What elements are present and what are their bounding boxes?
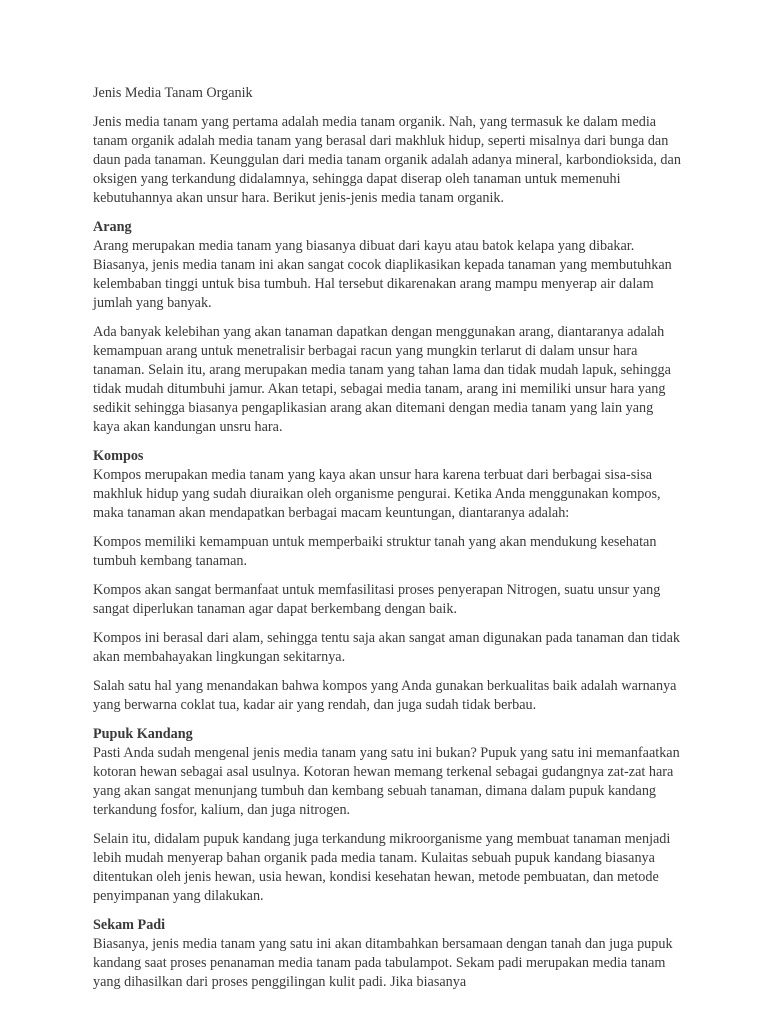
paragraph-text: Pasti Anda sudah mengenal jenis media tanam yang satu ini bukan? Pupuk yang satu ini memanfaatkan kotoran hewan sebagai asal usulnya. Kotoran hewan memang terkenal sebagai gudangnya zat-zat hara yang akan sangat menunjang tumbuh dan kembang sebuah tanaman, dimana dalam pupuk kandang terkandung fosfor, kalium, dan juga nitrogen. xyxy=(93,745,680,818)
section-arang xyxy=(93,218,683,313)
paragraph: Ada banyak kelebihan yang akan tanaman dapatkan dengan menggunakan arang, diantaranya adalah kemampuan arang untuk menetralisir berbagai racun yang mungkin terlarut di dalam unsur hara tanaman. Selain itu, arang merupakan media tanam yang tahan lama dan tidak mudah lapuk, sehingga tidak mudah ditumbuhi jamur. Akan tetapi, sebagai media tanam, arang ini memiliki unsur hara yang sedikit sehingga biasanya pengaplikasian arang akan ditemani dengan media tanam yang lain yang kaya akan kandungan unsru hara. xyxy=(93,324,671,435)
section-heading-sekam-padi: Sekam Padi xyxy=(93,917,166,933)
paragraph-text: Kompos merupakan media tanam yang kaya akan unsur hara karena terbuat dari berbagai sisa-sisa makhluk hidup yang sudah diuraikan oleh organisme pengurai. Ketika Anda menggunakan kompos, maka tanaman akan mendapatkan berbagai macam keuntungan, diantaranya adalah: xyxy=(93,467,661,521)
paragraph: Kompos ini berasal dari alam, sehingga tentu saja akan sangat aman digunakan pada tanaman dan tidak akan membahayakan lingkungan sekitarnya. xyxy=(93,630,681,665)
paragraph-text: Biasanya, jenis media tanam yang satu ini akan ditambahkan bersamaan dengan tanah dan juga pupuk kandang saat proses penanaman media tanam pada tabulampot. Sekam padi merupakan media tanam yang dihasilkan dari proses penggilingan kulit padi. Jika biasanya xyxy=(93,936,673,990)
page-title: Jenis Media Tanam Organik xyxy=(93,85,253,101)
section-heading-arang: Arang xyxy=(93,219,132,235)
paragraph-text: Arang merupakan media tanam yang biasanya dibuat dari kayu atau batok kelapa yang dibakar. Biasanya, jenis media tanam ini akan sangat cocok diaplikasikan kepada tanaman yang membutuhkan kelembaban tinggi untuk bisa tumbuh. Hal tersebut dikarenakan arang mampu menyerap air dalam jumlah yang banyak. xyxy=(93,238,672,311)
section-heading-pupuk-kandang: Pupuk Kandang xyxy=(93,726,193,742)
paragraph: Salah satu hal yang menandakan bahwa kompos yang Anda gunakan berkualitas baik adalah warnanya yang berwarna coklat tua, kadar air yang rendah, dan juga sudah tidak berbau. xyxy=(93,678,677,713)
paragraph: Selain itu, didalam pupuk kandang juga terkandung mikroorganisme yang membuat tanaman menjadi lebih mudah menyerap bahan organik pada media tanam. Kulaitas sebuah pupuk kandang biasanya ditentukan oleh jenis hewan, usia hewan, kondisi kesehatan hewan, metode pembuatan, dan metode penyimpanan yang dilakukan. xyxy=(93,831,671,904)
section-kompos xyxy=(93,447,683,523)
intro-paragraph: Jenis media tanam yang pertama adalah media tanam organik. Nah, yang termasuk ke dalam media tanam organik adalah media tanam yang berasal dari makhluk hidup, seperti misalnya dari bunga dan daun pada tanaman. Keunggulan dari media tanam organik adalah adanya mineral, karbondioksida, dan oksigen yang terkandung didalamnya, sehingga dapat diserap oleh tanaman untuk memenuhi kebutuhannya akan unsur hara. Berikut jenis-jenis media tanam organik. xyxy=(93,114,681,206)
paragraph: Kompos akan sangat bermanfaat untuk memfasilitasi proses penyerapan Nitrogen, suatu unsur yang sangat diperlukan tanaman agar dapat berkembang dengan baik. xyxy=(93,582,661,617)
section-pupuk-kandang xyxy=(93,725,683,820)
section-sekam-padi xyxy=(93,916,683,992)
paragraph: Kompos memiliki kemampuan untuk memperbaiki struktur tanah yang akan mendukung kesehatan tumbuh kembang tanaman. xyxy=(93,534,657,569)
section-heading-kompos: Kompos xyxy=(93,448,144,464)
document-page xyxy=(93,84,683,1002)
